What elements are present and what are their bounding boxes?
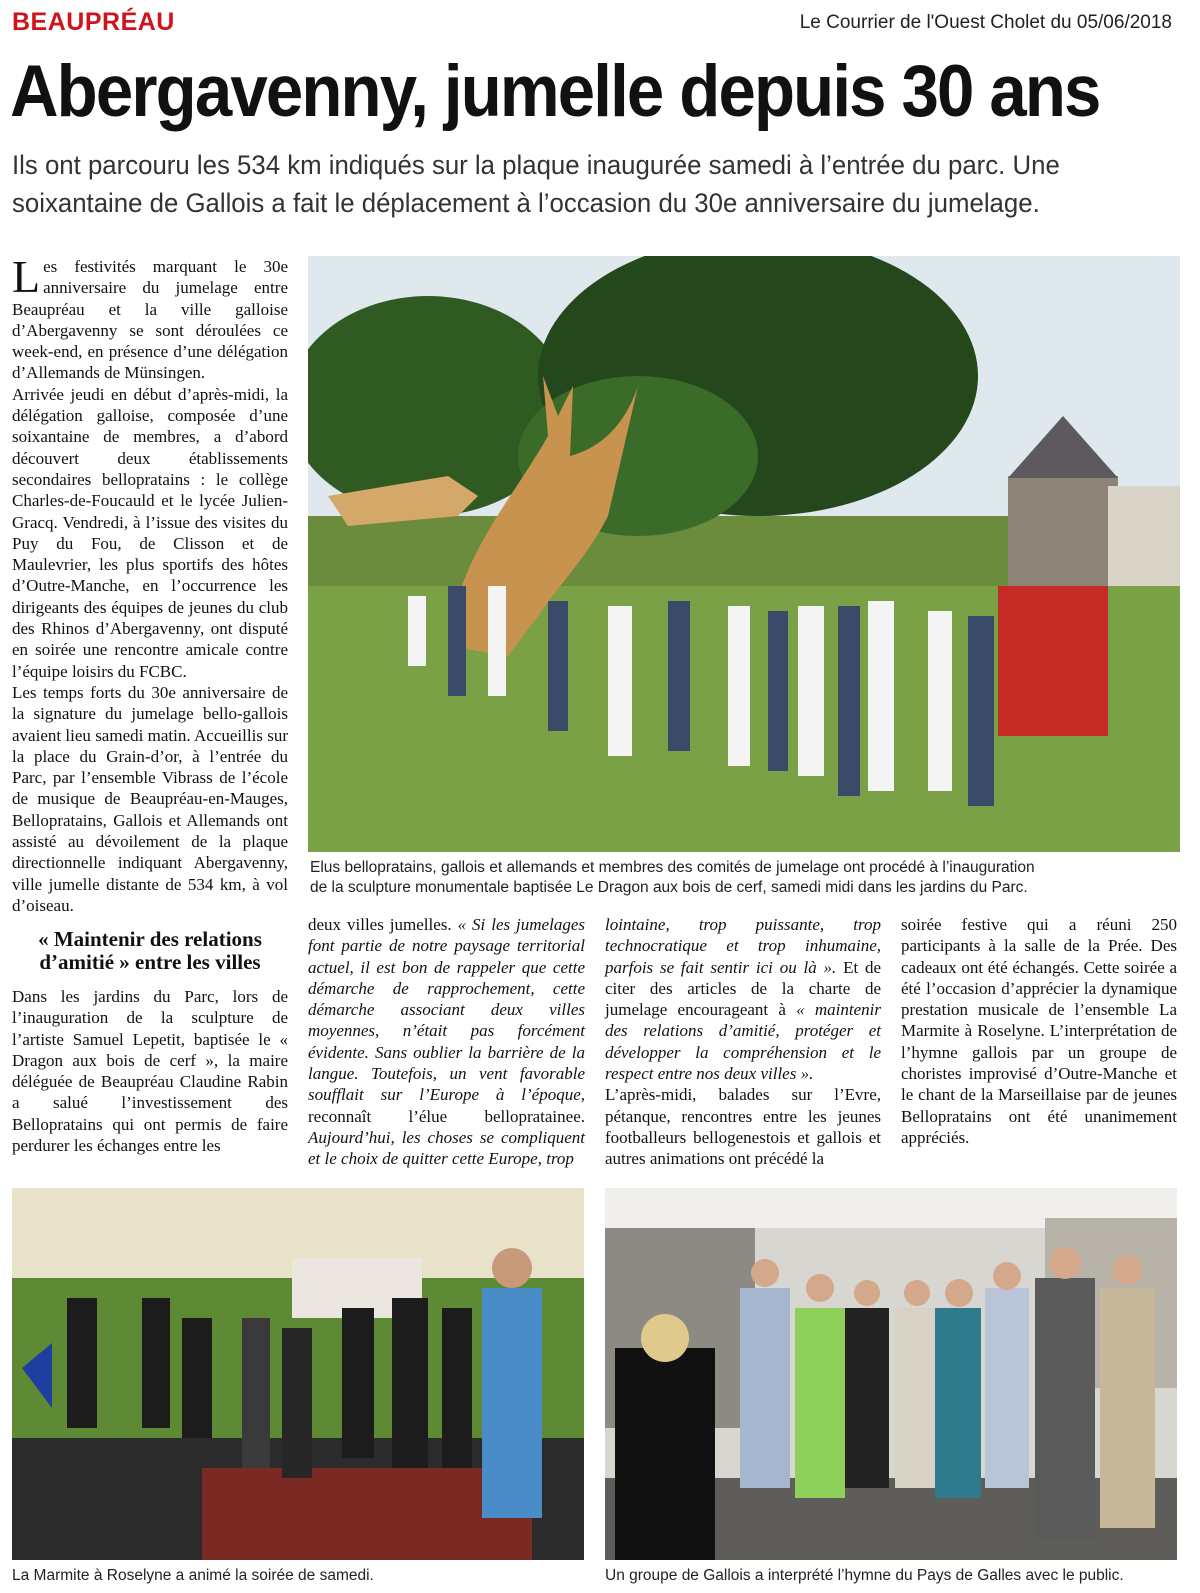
- source-line: Le Courrier de l'Ouest Cholet du 05/06/2018: [799, 12, 1172, 33]
- choir-photo: [605, 1188, 1177, 1560]
- text-run: deux villes jumelles.: [308, 915, 452, 934]
- article-column-4: [901, 914, 1177, 1148]
- band-photo-caption: La Marmite à Roselyne a animé la soirée de samedi.: [12, 1567, 374, 1584]
- article-column-3: [605, 914, 881, 1170]
- paragraph-gardens: Dans les jardins du Parc, lors de l’inauguration de la sculpture de l’artiste Samuel Lepetit, baptisée le « Dragon aux bois de cerf », la maire déléguée de Beaupréau Claudine Rabin a salué l’investissement des Bellopratains qui ont permis de faire perdurer les échanges entre les: [12, 987, 288, 1156]
- quote-run: « Si les jumelages font partie de notre paysage territorial actuel, il est bon de rappeler que cette démarche de rapprochement, cette démarche associant deux villes moyennes, n’était pas forcément évidente. Sans oublier la barrière de la langue. Toutefois, un vent favorable soufflait sur l’Europe à l’époque,: [308, 915, 585, 1105]
- deck-line-2: soixantaine de Gallois a fait le déplacement à l’occasion du 30e anniversaire du jumelage.: [12, 188, 1040, 218]
- quote-run: lointaine, trop puissante, trop technocratique et trop inhumaine, parfois se fait sentir ici ou là ».: [605, 915, 881, 977]
- article-column-1: [12, 251, 288, 916]
- dragon-ceremony-image: [308, 256, 1180, 852]
- paragraph-charter: [605, 914, 881, 1084]
- paragraph-highlights: Les temps forts du 30e anniversaire de la signature du jumelage bello-gallois avaient lieu samedi matin. Accueillis sur la place du Grain-d’or, à l’entrée du Parc, par l’ensemble Vibrass de l’école de musique de Beaupréau-en-Mauges, Bellopratains, Gallois et Allemands ont assisté au dévoilement de la plaque directionnelle indiquant Abergavenny, ville jumelle distante de 534 km, à vol d’oiseau.: [12, 682, 288, 915]
- caption-line-1: Elus bellopratains, gallois et allemands et membres des comités de jumelage ont procédé à l’inauguration: [310, 859, 1035, 876]
- main-photo-caption: [310, 858, 1180, 898]
- section-label: BEAUPRÉAU: [12, 8, 175, 36]
- text-run: reconnaît l’élue bellopratainee.: [308, 1106, 585, 1126]
- caption-line-2: de la sculpture monumentale baptisée Le Dragon aux bois de cerf, samedi midi dans les jardins du Parc.: [310, 879, 1028, 896]
- choir-singing-image: [605, 1188, 1177, 1560]
- subheading: « Maintenir des relations d’amitié » entre les villes: [38, 927, 262, 974]
- paragraph-afternoon: L’après-midi, balades sur l’Evre, pétanque, rencontres entre les jeunes footballeurs bellogenestois et gallois et autres animations ont précédé la: [605, 1085, 881, 1169]
- paragraph-arrival: Arrivée jeudi en début d’après-midi, la délégation galloise, composée d’une soixantaine de membres, a d’abord découvert deux établissements secondaires bellopratains : le collège Charles-de-Foucauld et le lycée Julien-Gracq. Vendredi, à l’issue des visites du Puy du Fou, de Clisson et de Maulevrier, les plus sportifs des hôtes d’Outre-Manche, en l’occurrence les dirigeants des équipes de jeunes du club des Rhinos d’Abergavenny, ont disputé en soirée une rencontre amicale contre l’équipe loisirs du FCBC.: [12, 384, 288, 681]
- text-run: Et de citer des articles de la charte de jumelage encourageant à: [605, 957, 882, 1020]
- article-column-2: [308, 914, 585, 1170]
- deck-line-1: Ils ont parcouru les 534 km indiqués sur la plaque inaugurée samedi à l’entrée du parc. Une: [12, 150, 1060, 180]
- headline: Abergavenny, jumelle depuis 30 ans: [10, 51, 1100, 132]
- paragraph-intro: Les festivités marquant le 30e anniversaire du jumelage entre Beaupréau et la ville galloise d’Abergavenny se sont déroulées ce week-end, en présence d’une délégation d’Allemands de Münsingen.: [12, 251, 288, 383]
- paragraph-quote: [308, 914, 585, 1170]
- quote-run: « maintenir des relations d’amitié, protéger et développer la compréhension et le respect entre nos deux villes ».: [605, 1000, 882, 1084]
- choir-photo-caption: Un groupe de Gallois a interprété l’hymne du Pays de Galles avec le public.: [605, 1567, 1124, 1584]
- article-column-1-continued: [12, 986, 288, 1156]
- deck: [12, 146, 1158, 222]
- quote-run: Aujourd’hui, les choses se compliquent et le choix de quitter cette Europe, trop: [308, 1127, 585, 1169]
- band-photo: [12, 1188, 584, 1560]
- paragraph-evening: soirée festive qui a réuni 250 participants à la salle de la Prée. Des cadeaux ont été échangés. Cette soirée a été l’occasion d’apprécier la dynamique prestation musicale de l’ensemble La Marmite à Roselyne. L’interprétation de l’hymne gallois par un groupe de choristes improvisé d’Outre-Manche et le chant de la Marseillaise par de jeunes Bellopratains ont été unanimement appréciés.: [901, 915, 1177, 1147]
- main-photo: [308, 256, 1180, 852]
- band-performance-image: [12, 1188, 584, 1560]
